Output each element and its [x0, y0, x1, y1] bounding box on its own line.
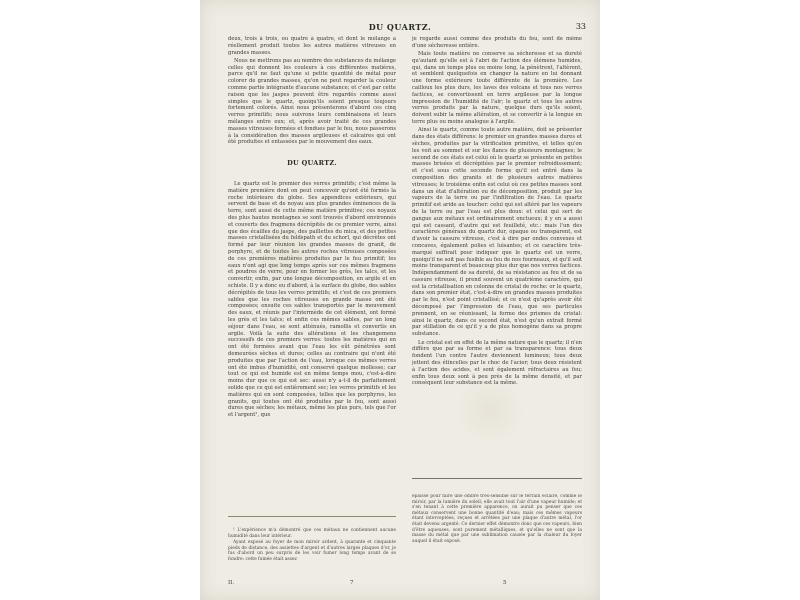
right-column	[412, 36, 582, 476]
book-page	[200, 0, 600, 600]
paragraph: Le cristal est en effet de la même nature que le quartz; il n'en diffère que par sa forme et par sa transparence: tous deux fondent l'un contre l'autre deviennent lumineux; tous deux jettent des étincelles par le choc de l'acier; tous deux résistent à l'action des acides, et sont également réfractaires au feu; enfin tous deux sont à peu près de la même densité, et par conséquent leur substance est la même.	[412, 339, 582, 387]
page-number: 33	[575, 22, 586, 31]
paragraph: Le quartz est le premier des verres primitifs; c'est même la matière première dont on peut concevoir qu'ont été formés la roche intérieure du globe. Ses appendices extérieurs, qui servent de base et de noyau aux plus grandes éminences de la terre, sont aussi de cette même matière primitive; ces noyaux des plus hautes montagnes se sont trouvés d'abord environnés et couverts des fragmens décrépités de ce premier verre, ainsi que des écailles du jaspe, des paillettes du mica, et des petites masses cristallisées du feldspath et du schorl, qui décrètes ont formé par leur réunion les grandes masses de granit, de porphyre, et de toutes les autres roches vitreuses composées de ces premières matières produites par le feu primitif; les eaux n'ont agi que long temps après sur ces mêmes fragmens et poudres de verre, pour en former les grès, les talcs, et les convertir, enfin, par une longue décomposition, en argile et en schiste. Il y a donc eu d'abord, à la surface du globe, des sables décrépités de tous les verres primitifs; et c'est de ces premiers sables que les roches vitreuses en grande masse ont été composées; ensuite ces sables transportés par le mouvement des eaux, et réunis par l'intermède de cet élément, ont formé les grès et les talcs; et enfin ces mêmes sables, par un long séjour dans l'eau, se sont atténués, ramollis et convertis en argile. Voilà la suite des altérations et les changemens successifs de ces premiers verres: toutes les matières qui en ont été formées avant que l'eau les eût pénétrées sont demeurées sèches et dures; celles au contraire qui n'ont été produites que par l'action de l'eau, lorsque ces mêmes verres ont été imbus d'humidité, ont conservé quelque mollesse; car tout ce qui est humide est en même temps mou, c'est-à-dire moins dur que ce qui est sec: aussi n'y a-t-il de parfaitement solide que ce qui est entièrement sec; les verres primitifs et les matières qui en sont composées, telles que les porphyres, les granits, qui toutes ont été produites par le feu, sont aussi dures que sèches; les métaux, même les plus purs, tels que l'or et l'argent¹, que	[228, 181, 396, 419]
paragraph: Nous ne mettrons pas au nombre des substances du mélange celles qui donnent les couleurs à ces différentes matières, parce qu'il ne faut qu'une si petite quantité de métal pour colorer de grandes masses, qu'on ne peut regarder la couleur comme partie intégrante d'aucune substance; et c'est par cette raison que les jaspes peuvent être regardés comme aussi simples que le quartz, quoiqu'ils soient presque toujours fortement colorés. Ainsi nous présenterons d'abord ces cinq verres primitifs; nous suivrons leurs combinaisons et leurs mélanges entre eux; et, après avoir traité de ces grandes masses vitreuses formées et fondues par le feu, nous passerons à la considération des masses argileuses et calcaires qui ont été produites et entassées par le mouvement des eaux.	[228, 57, 396, 146]
paragraph: deux, trois à trois, ou quatre à quatre, et dont le mélange a réellement produit toutes les autres matières vitreuses en grandes masses.	[228, 36, 396, 56]
section-heading: DU QUARTZ.	[287, 159, 337, 168]
paragraph: je regarde aussi comme des produits du feu, sont de même d'une sécheresse entière.	[412, 36, 582, 49]
footnote-text: Ayant exposé au foyer de mon miroir ardent, à quarante et cinquante pieds de distance, des assiettes d'argent et d'autres larges plaques d'or, je fus d'abord un peu surpris de les voir fumer long temps avant de se fondre: cette fumée était assez	[228, 540, 396, 562]
left-column	[228, 36, 396, 506]
footnote-continuation	[412, 494, 582, 570]
signature-right: 5	[503, 580, 507, 586]
signature-middle: 7	[350, 580, 354, 586]
running-title: DU QUARTZ.	[368, 22, 432, 32]
column-rule	[412, 478, 582, 479]
signature-marks	[200, 580, 600, 590]
footnote	[228, 528, 396, 564]
signature-left: II.	[228, 580, 235, 586]
paragraph: Mais toute matière ne conserve sa sécheresse et sa dureté qu'autant qu'elle est à l'abri de l'action des élémens humides, qui, dans un temps plus ou moins long, la pénètrent, l'altèrent, et semblent quelquefois en changer la nature en lui donnant une forme extérieure toute différente de la première. Les cailloux les plus durs, les laves des volcans et tous nos verres factices, se convertissent en terre argileuse par la longue impression de l'humidité de l'air; le quartz et tous les autres verres produits par la nature, quelque durs qu'ils soient, doivent subir la même altération, et se convertir à la longue en terre plus ou moins analogue à l'argile.	[412, 51, 582, 126]
footnote-rule	[228, 516, 396, 517]
footnote-text: épaisse pour faire une ombre très-sensible sur le terrain éclairé, comme le miroir, par la lumière du soleil; elle avait tout l'air d'une vapeur humide; et s'en tenant à cette première apparence, on aurait pu penser que ces métaux conservent une bonne quantité d'eau; mais ces mêmes vapeurs étant interceptées, reçues et arrêtées par une plaque d'autre métal, l'or était devenu argenté. Ce dernier effet démontre donc que ces vapeurs, bien d'être aqueuses, sont purement métalliques, et qu'elles ne sont que la masse du métal que par une sublimation causée par la chaleur du foyer auquel il était exposé.	[412, 494, 582, 544]
paragraph: Ainsi le quartz, comme toute autre matière, doit se présenter dans des états différens: le premier en grandes masses dures et sèches, produites par la vitrification primitive, et telles qu'on les voit au sommet et sur les flancs de plusieurs montagnes; le second de ces états est celui où le quartz se présente en petites masses brisées et décrépitées par le premier refroidissement; et c'est sous cette seconde forme qu'il est entré dans la composition des granits et de plusieurs autres matières vitreuses; le troisième enfin est celui où ces petites masses sont dans un état d'altération ou de décomposition, produit par les vapeurs de la terre ou par l'infiltration de l'eau. Le quartz primitif est aride au toucher: celui qui est altéré par les vapeurs de la terre ou par l'eau est plus doux: et celui qui sert de gangue aux métaux est ordinairement onctueux; il y en a aussi qui est cassant, d'autre qui est feuilleté, etc.: mais l'un des caractères généraux du quartz dur, opaque ou transparent, est d'avoir la cassure vitreuse, c'est à dire par ondes convexes et concaves, également polies et luisantes; et ce caractère très-marqué suffirait pour indiquer que le quartz est un verre, quoiqu'il ne soit pas fusible au feu de nos fourneaux, et qu'il soit moins transparent et beaucoup plus dur que nos verres factices. Indépendamment de sa dureté, de sa résistance au feu et de sa cassure vitreuse, il prend souvent un quatrième caractère, qui est la cristallisation en colonne de cristal de roche: or le quartz, dans son premier état, c'est-à-dire en grandes masses produites par le feu, n'est point cristallisé; et ce n'est qu'après avoir été décomposé par l'impression de l'eau, que ses particules prennent, en se réunissant, la forme des prismes du cristal: ainsi le quartz, dans ce second état, n'est qu'un extrait formé par stillation de ce qu'il y a de plus homogène dans sa propre substance.	[412, 127, 582, 338]
running-head	[200, 22, 600, 34]
footnote-text: ¹ L'expérience m'a démontré que ces métaux ne contiennent aucune humidité dans leur intérieur.	[228, 528, 396, 539]
